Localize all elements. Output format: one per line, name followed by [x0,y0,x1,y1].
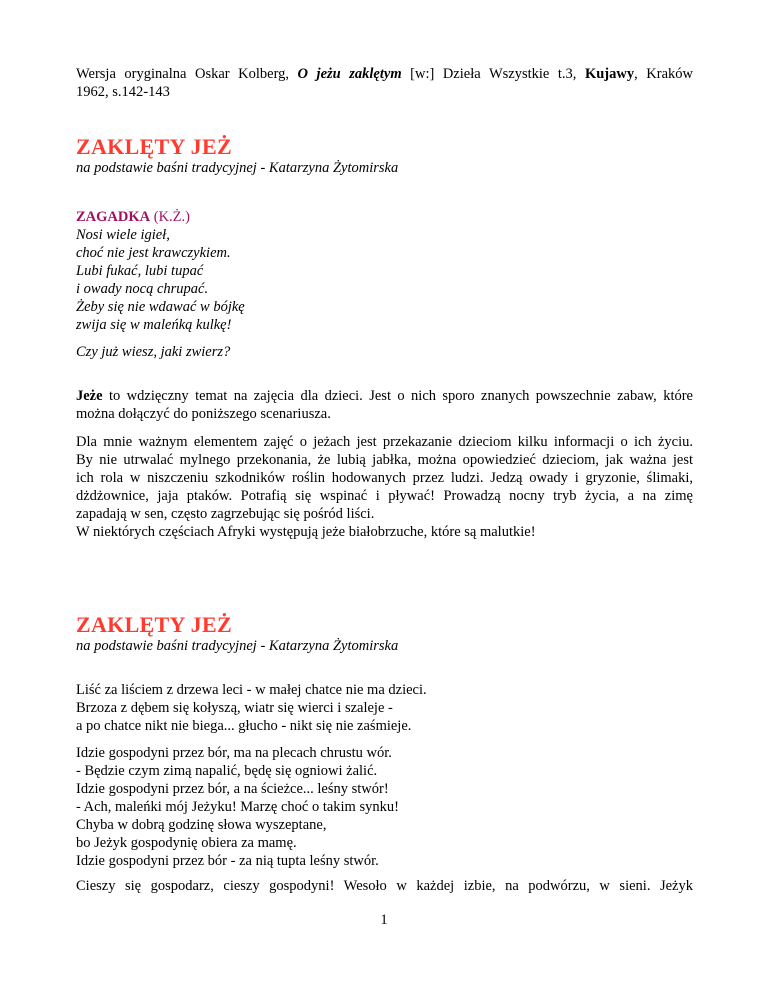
section-subtitle: na podstawie baśni tradycyjnej - Katarzyna Żytomirska [76,160,399,176]
section-title: ZAKLĘTY JEŻ [76,612,232,637]
intro-text: to wdzięczny temat na zajęcia dla dzieci. Jest o nich sporo znanych powszechnie zabaw, które [102,388,693,404]
story-line: Liść za liściem z drzewa leci - w małej chatce nie ma dzieci. [76,682,427,698]
source-text: [w:] Dzieła Wszystkie t.3, [401,66,585,82]
source-text: Wersja oryginalna Oskar Kolberg, [76,66,298,82]
story-paragraph-3: Cieszy się gospodarz, cieszy gospodyni! Wesoło w każdej izbie, na podwórzu, w sieni. Jeżyk [76,878,693,894]
intro-bold: Jeże [76,388,103,404]
riddle-line: Żeby się nie wdawać w bójkę [76,299,245,315]
facts-line: Dla mnie ważnym elementem zajęć o jeżach jest przekazanie dzieciom kilku informacji o ich życiu. [76,434,693,450]
intro-line-2: można dołączyć do poniższego scenariusza. [76,406,331,422]
story-stanza-2 [76,744,399,870]
source-title: O jeżu zaklętym [297,66,402,82]
facts-line: zapadają w sen, często zagrzebując się pośród liści. [76,506,375,522]
facts-line: W niektórych częściach Afryki występują jeże białobrzuche, które są malutkie! [76,524,536,540]
riddle-line: zwija się w maleńką kulkę! [76,317,232,333]
riddle-heading: ZAGADKA [76,209,151,225]
facts-line: dżdżownice, jaja ptaków. Potrafią się wspinać i pływać! Prowadzą nocny tryb życia, a na zimę [76,488,693,504]
intro-line-1 [76,387,693,405]
story-line: - Będzie czym zimą napalić, będę się ogniowi żalić. [76,763,378,779]
source-region: Kujawy [584,66,635,82]
story-line: Chyba w dobrą godzinę słowa wyszeptane, [76,817,327,833]
source-text: , Kraków [634,66,693,82]
story-line: Idzie gospodyni przez bór, ma na plecach chrustu wór. [76,745,392,761]
section-1-header [76,135,398,177]
story-line: a po chatce nikt nie biega... głucho - nikt się nie zaśmieje. [76,718,412,734]
story-line: Idzie gospodyni przez bór - za nią tupta leśny stwór. [76,853,379,869]
story-line: bo Jeżyk gospodynię obiera za mamę. [76,835,297,851]
source-line-2: 1962, s.142-143 [76,84,170,100]
source-line-1 [76,65,693,83]
facts-line: By nie utrwalać mylnego przekonania, że lubią jabłka, można opowiedzieć dzieciom, jak ważna jest [76,452,693,468]
riddle-line: choć nie jest krawczykiem. [76,245,231,261]
riddle-verse [76,226,245,334]
riddle-line: i owady nocą chrupać. [76,281,209,297]
page-number: 1 [380,912,388,928]
riddle-line: Nosi wiele igieł, [76,227,170,243]
intro-paragraph [76,387,693,423]
riddle-line: Lubi fukać, lubi tupać [76,263,204,279]
riddle-block [76,208,245,334]
story-line: Brzoza z dębem się kołyszą, wiatr się wierci i szaleje - [76,700,393,716]
section-title: ZAKLĘTY JEŻ [76,134,232,159]
riddle-question: Czy już wiesz, jaki zwierz? [76,344,231,360]
riddle-author: (K.Ż.) [150,209,190,225]
story-stanza-1 [76,681,427,735]
source-note [76,65,693,101]
riddle-heading-line [76,208,245,226]
facts-line: ich rola w niszczeniu szkodników roślin hodowanych przez ludzi. Jedzą owady i gryzonie, ślimaki, [76,470,693,486]
section-subtitle: na podstawie baśni tradycyjnej - Katarzyna Żytomirska [76,638,399,654]
story-line: Idzie gospodyni przez bór, a na ścieżce... leśny stwór! [76,781,389,797]
story-line: - Ach, maleńki mój Jeżyku! Marzę choć o takim synku! [76,799,399,815]
section-2-header [76,613,398,655]
facts-paragraph [76,433,693,541]
